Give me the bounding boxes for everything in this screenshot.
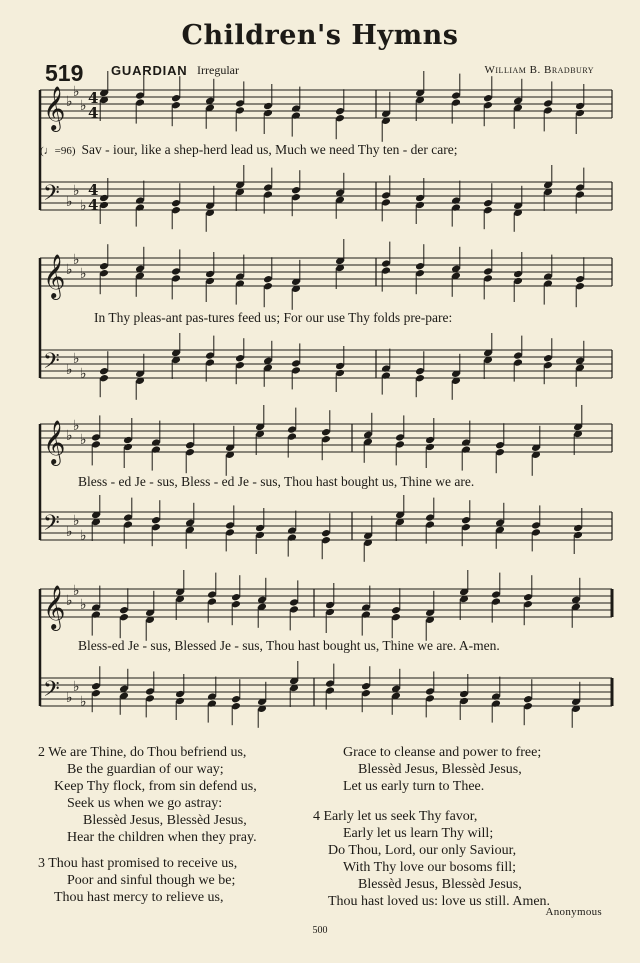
page-number: 500: [312, 925, 328, 936]
flat-icon: ♭: [80, 694, 87, 710]
flat-icon: ♭: [66, 194, 73, 210]
treble-clef-icon: 𝄞: [43, 86, 66, 130]
treble-clef-icon: 𝄞: [43, 254, 66, 298]
time-sig-numerator: 4: [88, 89, 99, 107]
flat-icon: ♭: [66, 362, 73, 378]
flat-icon: ♭: [66, 593, 73, 609]
verse-3-line-4: Grace to cleanse and power to free;: [343, 745, 542, 760]
flat-icon: ♭: [80, 528, 87, 544]
time-sig-denominator: 4: [88, 196, 99, 214]
page-heading: Children's Hymns: [181, 20, 459, 51]
bass-clef-icon: 𝄢: [43, 181, 60, 211]
lyric-line-4: Bless-ed Je - sus, Blessed Je - sus, Thou hast bought us, Thine we are. A-men.: [78, 638, 500, 653]
lyric-text-1: Sav - iour, like a shep-herd lead us, Much we need Thy ten - der care;: [81, 142, 458, 157]
verse-4-line-6: Thou hast loved us: love us still. Amen.: [328, 894, 551, 909]
flat-icon: ♭: [80, 98, 87, 114]
treble-clef-icon: 𝄞: [43, 420, 66, 464]
text-attribution: Anonymous: [545, 906, 602, 918]
verse-3-line-5: Blessèd Jesus, Blessèd Jesus,: [358, 762, 522, 777]
flat-icon: ♭: [73, 583, 80, 599]
verse-4-line-3: Do Thou, Lord, our only Saviour,: [328, 843, 517, 858]
verse-3-line-6: Let us early turn to Thee.: [343, 779, 485, 794]
flat-icon: ♭: [66, 94, 73, 110]
flat-icon: ♭: [73, 418, 80, 434]
verse-2-line-6: Hear the children when they pray.: [67, 830, 257, 845]
flat-icon: ♭: [80, 432, 87, 448]
treble-clef-icon: 𝄞: [43, 585, 66, 629]
flat-icon: ♭: [66, 690, 73, 706]
hymn-number: 519: [45, 60, 84, 86]
verse-4-line-2: Early let us learn Thy will;: [343, 826, 494, 841]
verse-2-line-4: Seek us when we go astray:: [67, 796, 223, 811]
flat-icon: ♭: [80, 198, 87, 214]
flat-icon: ♭: [66, 524, 73, 540]
verse-2-line-1: 2 We are Thine, do Thou befriend us,: [38, 745, 247, 760]
flat-icon: ♭: [73, 252, 80, 268]
verse-3-line-2: Poor and sinful though we be;: [67, 873, 236, 888]
flat-icon: ♭: [73, 513, 80, 529]
verse-4-line-5: Blessèd Jesus, Blessèd Jesus,: [358, 877, 522, 892]
time-sig-denominator: 4: [88, 104, 99, 122]
flat-icon: ♭: [80, 366, 87, 382]
flat-icon: ♭: [73, 679, 80, 695]
verse-4-line-4: With Thy love our bosoms fill;: [343, 860, 517, 875]
flat-icon: ♭: [66, 428, 73, 444]
verse-3-line-3: Thou hast mercy to relieve us,: [54, 890, 224, 905]
verse-3-line-1: 3 Thou hast promised to receive us,: [38, 856, 238, 871]
flat-icon: ♭: [73, 351, 80, 367]
flat-icon: ♭: [73, 183, 80, 199]
bass-clef-icon: 𝄢: [43, 349, 60, 379]
verse-4-line-1: 4 Early let us seek Thy favor,: [313, 809, 478, 824]
verse-2-line-3: Keep Thy flock, from sin defend us,: [54, 779, 257, 794]
time-sig-numerator: 4: [88, 181, 99, 199]
flat-icon: ♭: [80, 597, 87, 613]
tune-name: GUARDIAN: [111, 63, 188, 78]
lyric-line-3: Bless - ed Je - sus, Bless - ed Je - sus, Thou hast bought us, Thine we are.: [78, 474, 475, 489]
bass-clef-icon: 𝄢: [43, 511, 60, 541]
lyric-line-1: [40, 142, 615, 158]
bass-clef-icon: 𝄢: [43, 677, 60, 707]
flat-icon: ♭: [80, 266, 87, 282]
verse-2-line-5: Blessèd Jesus, Blessèd Jesus,: [83, 813, 247, 828]
flat-icon: ♭: [66, 262, 73, 278]
composer: William B. Bradbury: [484, 64, 594, 76]
tempo-marking: (♩=96): [40, 145, 76, 157]
lyric-line-2: In Thy pleas-ant pas-tures feed us; For our use Thy folds pre-pare:: [94, 310, 453, 325]
meter: Irregular: [197, 63, 239, 77]
verse-2-line-2: Be the guardian of our way;: [67, 762, 224, 777]
flat-icon: ♭: [73, 84, 80, 100]
